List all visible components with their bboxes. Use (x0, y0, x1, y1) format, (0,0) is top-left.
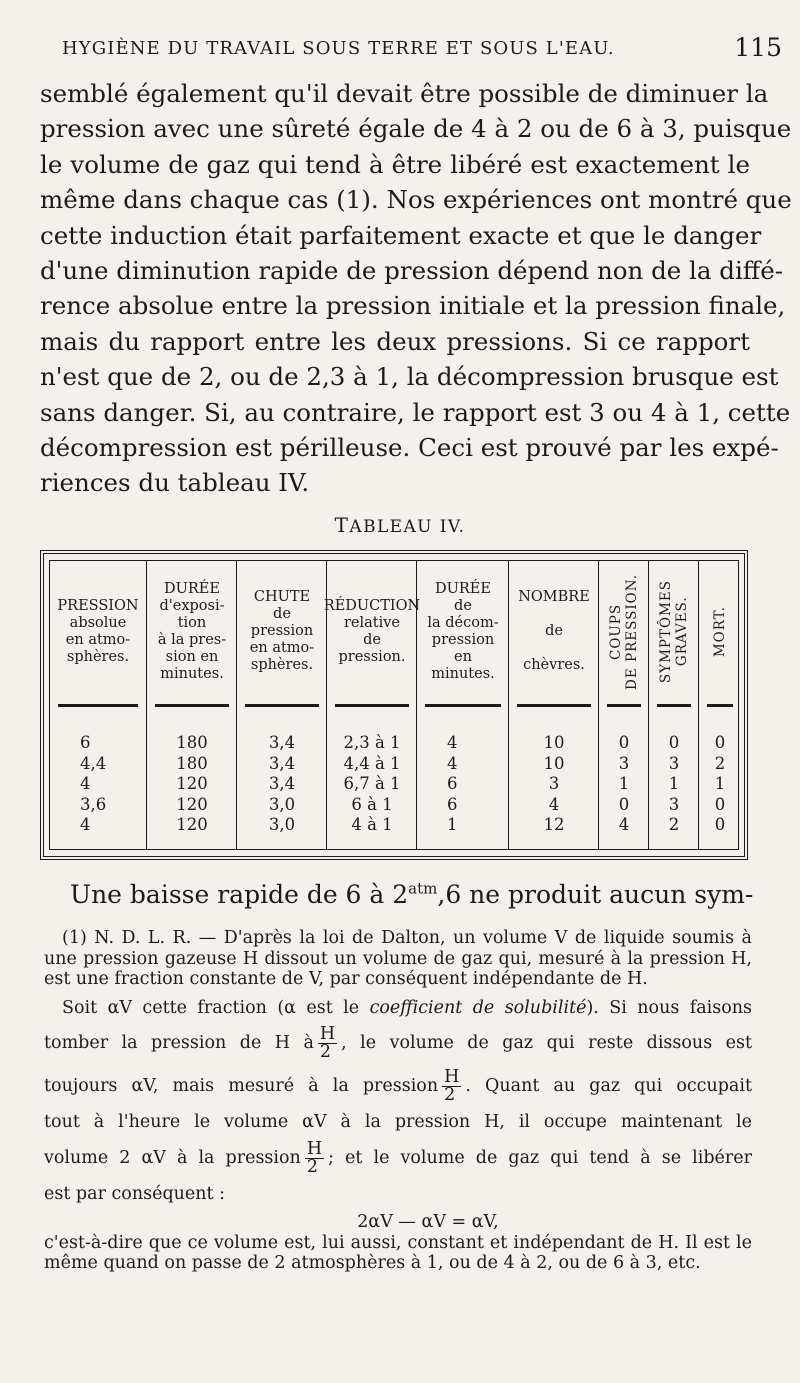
column-values (699, 733, 741, 836)
header-rule (425, 704, 501, 707)
column-values (509, 733, 599, 836)
main-paragraph (40, 76, 792, 501)
table-cell: 10 (543, 733, 565, 752)
table-cell: 3 (548, 774, 560, 793)
text-line: riences du tableau IV. (40, 468, 310, 498)
table-cell: 12 (543, 815, 565, 834)
footnote-line: volume 2 αV à la pression $\frac{H}{2}$ ; et le volume de gaz qui tend à se libérer (44, 1138, 752, 1177)
page-header (62, 33, 782, 65)
table-cell: 4 (618, 815, 630, 834)
text-line: mais du rapport entre les deux pressions. Si ce rapport (40, 326, 750, 356)
text-line: décompression est périlleuse. Ceci est prouvé par les expé- (40, 433, 779, 463)
text-line: rence absolue entre la pression initiale et la pression finale, (40, 291, 786, 321)
table-cell: 3 (668, 794, 680, 814)
column-values (599, 733, 649, 836)
text-line: n'est que de 2, ou de 2,3 à 1, la décompression brusque est (40, 362, 779, 392)
table-column-nombre (508, 561, 599, 849)
column-header: DURÉE de la décom- pression en minutes. (427, 580, 499, 682)
fraction: $\frac{H}{2}$ (319, 1024, 336, 1062)
fraction: $\frac{H}{2}$ (306, 1138, 323, 1177)
footnote-line: tomber la pression de H à $\frac{H}{2}$ , le volume de gaz qui reste dissous est (44, 1024, 752, 1062)
table-cell: 10 (543, 753, 565, 773)
page-number: 115 (734, 33, 782, 62)
table-cell: 4 (548, 794, 560, 814)
footnote-line: toujours αV, mais mesuré à la pression $\frac{H}{2}$ . Quant au gaz qui occupait (44, 1067, 752, 1105)
table-cell: 3,0 (268, 794, 296, 814)
column-header: SYMPTÔMES GRAVES. (658, 579, 690, 684)
table-cell: 3 (668, 753, 680, 773)
table-caption: TABLEAU IV. (334, 513, 466, 537)
table-cell: 6,7 à 1 (343, 774, 401, 793)
table-cell: 2 (668, 815, 680, 834)
header-rule (58, 704, 138, 707)
column-header: MORT. (712, 605, 728, 658)
table-cell: 6 (80, 733, 91, 752)
footnote (44, 928, 752, 1274)
text-line: même dans chaque cas (1). Nos expériences ont montré que (40, 185, 792, 215)
fraction: $\frac{H}{2}$ (444, 1067, 460, 1105)
footnote-paragraph: (1) N. D. L. R. — D'après la loi de Dalton, un volume V de liquide soumis à une pression gazeuse H dissout un volume de gaz qui, mesuré à la pression H, est une fraction constante de V, par conséquent indépendante de H. (44, 928, 752, 989)
table-cell: 4 (80, 815, 91, 834)
table-cell: 0 (618, 794, 630, 814)
table-cell: 0 (714, 794, 726, 814)
column-values (50, 733, 146, 836)
table-cell: 120 (176, 794, 208, 814)
table-cell: 6 (447, 774, 458, 793)
footnote-line: est par conséquent : (44, 1183, 226, 1204)
table-cell: 3,0 (268, 815, 296, 834)
table-cell: 4 (80, 774, 91, 793)
table-cell: 1 (447, 815, 458, 834)
table-cell: 3 (618, 753, 630, 773)
table-cell: 0 (668, 733, 680, 752)
table-column-coups (598, 561, 649, 849)
footnote-line: tout à l'heure le volume αV à la pression H, il occupe maintenant le (44, 1112, 752, 1132)
data-table (40, 550, 748, 860)
text-line: le volume de gaz qui tend à être libéré est exactement le (40, 149, 750, 179)
column-values (649, 733, 699, 836)
header-rule (517, 704, 591, 707)
table-cell: 2 (714, 753, 726, 773)
table-cell: 180 (176, 733, 208, 752)
table-cell: 3,6 (80, 794, 107, 814)
running-head: HYGIÈNE DU TRAVAIL SOUS TERRE ET SOUS L'EAU. (62, 38, 615, 59)
table-cell: 6 à 1 (351, 794, 393, 814)
table-cell: 0 (714, 733, 726, 752)
formula: 2αV — αV = αV, (357, 1212, 499, 1232)
header-rule (335, 704, 409, 707)
table-column-pression (50, 561, 146, 849)
table-cell: 4 (447, 733, 458, 752)
table-cell: 120 (176, 774, 208, 793)
table-cell: 6 (447, 794, 458, 814)
table-cell: 2,3 à 1 (343, 733, 401, 752)
table-cell: 120 (176, 815, 208, 834)
header-rule (245, 704, 319, 707)
table-cell: 3,4 (268, 774, 296, 793)
column-values (327, 733, 417, 836)
table-column-mort (698, 561, 741, 849)
table-cell: 4,4 à 1 (343, 753, 401, 773)
header-rule (657, 704, 691, 707)
table-column-reduction (323, 561, 421, 849)
table-column-duree-exposition (146, 561, 237, 849)
column-values (417, 733, 509, 836)
table-cell: 1 (618, 774, 630, 793)
table-column-symptomes (648, 561, 699, 849)
column-header: NOMBRE de chèvres. (518, 589, 590, 673)
header-rule (707, 704, 733, 707)
text-line: d'une diminution rapide de pression dépend non de la diffé- (40, 256, 783, 286)
column-header: DURÉE d'exposi- tion à la pres- sion en minutes. (157, 580, 227, 682)
table-cell: 1 (668, 774, 680, 793)
column-header: PRESSION absolue en atmo- sphères. (57, 597, 139, 665)
table-cell: 1 (714, 774, 726, 793)
header-rule (155, 704, 229, 707)
table-cell: 0 (714, 815, 726, 834)
column-header: COUPS DE PRESSION. (608, 573, 640, 690)
text-line: semblé également qu'il devait être possible de diminuer la (40, 79, 769, 108)
table-cell: 4 à 1 (351, 815, 393, 834)
table-cell: 4 (447, 753, 458, 773)
table-body (49, 560, 739, 850)
table-cell: 3,4 (268, 733, 296, 752)
footnote-line: Soit αV cette fraction (α est le coefficient de solubilité). Si nous faisons (62, 997, 753, 1018)
table-cell: 4,4 (80, 753, 107, 773)
table-cell: 3,4 (268, 753, 296, 773)
column-header: CHUTE de pression en atmo- sphères. (249, 589, 315, 673)
footnote-paragraph: c'est-à-dire que ce volume est, lui aussi, constant et indépendant de H. Il est le même quand on passe de 2 atmosphères à 1, ou de 4 à 2, ou de 6 à 3, etc. (44, 1232, 752, 1273)
continuation-line: Une baisse rapide de 6 à $2^{atm},6$ ne produit aucun sym- (70, 879, 754, 909)
column-values (237, 733, 327, 836)
table-cell: 0 (618, 733, 630, 752)
table-cell: 180 (176, 753, 208, 773)
column-values (147, 733, 237, 836)
column-header: RÉDUCTION relative de pression. (323, 597, 421, 665)
text-line: pression avec une sûreté égale de 4 à 2 ou de 6 à 3, puisque (40, 114, 792, 144)
text-line: sans danger. Si, au contraire, le rapport est 3 ou 4 à 1, cette (40, 397, 791, 427)
text-line: cette induction était parfaitement exacte et que le danger (40, 220, 762, 250)
table-column-duree-decompression (416, 561, 509, 849)
table-column-chute (236, 561, 327, 849)
header-rule (607, 704, 641, 707)
